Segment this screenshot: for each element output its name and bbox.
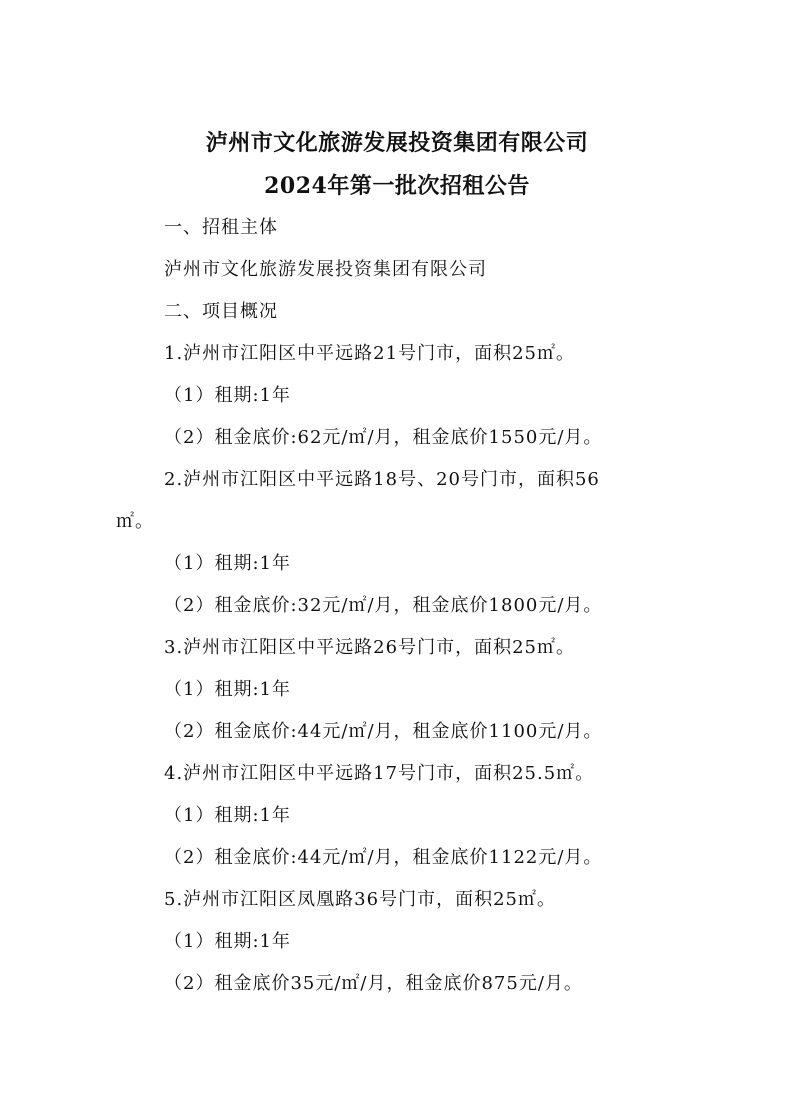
document-title-line-1: 泸州市文化旅游发展投资集团有限公司	[205, 130, 589, 156]
item-3-term: （1）租期:1年	[164, 679, 291, 700]
item-2-term: （1）租期:1年	[164, 553, 291, 574]
document-title-line-2: 2024年第一批次招租公告	[264, 173, 530, 199]
item-3-price: （2）租金底价:44元/㎡/月，租金底价1100元/月。	[164, 721, 603, 742]
item-2-price: （2）租金底价:32元/㎡/月，租金底价1800元/月。	[164, 595, 603, 616]
item-4-title: 4.泸州市江阳区中平远路17号门市，面积25.5㎡。	[164, 763, 595, 784]
item-2-title-part-1: 2.泸州市江阳区中平远路18号、20号门市，面积56	[164, 469, 600, 490]
item-5-term: （1）租期:1年	[164, 931, 291, 952]
item-5-price: （2）租金底价35元/㎡/月，租金底价875元/月。	[164, 973, 583, 994]
item-2-title-part-2: ㎡。	[116, 511, 154, 532]
item-4-price: （2）租金底价:44元/㎡/月，租金底价1122元/月。	[164, 847, 603, 868]
item-5-title: 5.泸州市江阳区凤凰路36号门市，面积25㎡。	[164, 889, 556, 910]
item-1-term: （1）租期:1年	[164, 385, 291, 406]
section-heading-subject: 一、招租主体	[164, 217, 278, 238]
subject-text: 泸州市文化旅游发展投资集团有限公司	[164, 259, 487, 280]
item-4-term: （1）租期:1年	[164, 805, 291, 826]
item-3-title: 3.泸州市江阳区中平远路26号门市，面积25㎡。	[164, 637, 575, 658]
item-1-price: （2）租金底价:62元/㎡/月，租金底价1550元/月。	[164, 427, 603, 448]
section-heading-project: 二、项目概况	[164, 301, 278, 322]
item-1-title: 1.泸州市江阳区中平远路21号门市，面积25㎡。	[164, 343, 575, 364]
